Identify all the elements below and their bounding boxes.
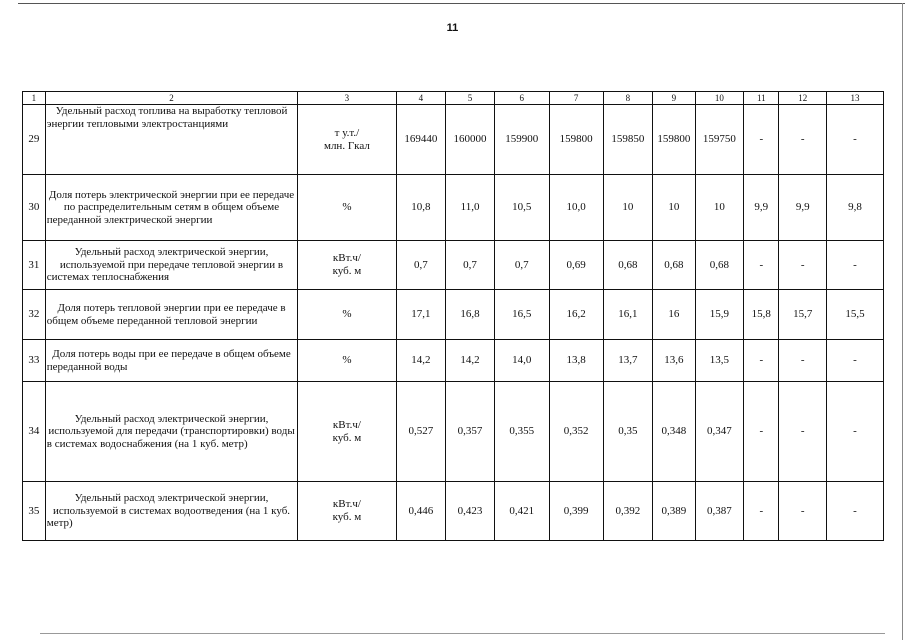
page-right-edge	[902, 3, 903, 640]
unit-line: кВт.ч/	[332, 252, 361, 265]
indicator-description: Удельный расход электрической энергии, используемой для передачи (транспортировки) воды в системах водоснабжения (на 1 куб. метр)	[45, 382, 298, 482]
value-cell: 10	[603, 175, 653, 241]
value-cell: -	[744, 241, 779, 290]
value-cell: 10,5	[494, 175, 549, 241]
unit-line: млн. Гкал	[323, 139, 370, 152]
unit-line: куб. м	[332, 265, 362, 277]
value-cell: 15,9	[695, 290, 744, 340]
value-cell: 9,9	[779, 175, 827, 241]
column-number: 3	[298, 92, 396, 105]
indicators-table	[22, 91, 884, 541]
value-cell: -	[779, 482, 827, 541]
value-cell: 10	[695, 175, 744, 241]
value-cell: 15,7	[779, 290, 827, 340]
value-cell: -	[744, 482, 779, 541]
page-number: 11	[446, 22, 459, 34]
value-cell: 0,35	[603, 382, 653, 482]
value-cell: -	[826, 340, 883, 382]
value-cell: 0,421	[494, 482, 549, 541]
unit-cell	[298, 482, 396, 541]
value-cell: 16	[653, 290, 695, 340]
column-number: 9	[653, 92, 695, 105]
row-number: 35	[23, 482, 46, 541]
column-number: 12	[779, 92, 827, 105]
column-number-row	[23, 92, 884, 105]
unit-cell	[298, 382, 396, 482]
value-cell: 15,5	[826, 290, 883, 340]
value-cell: 169440	[396, 105, 446, 175]
value-cell: 159750	[695, 105, 744, 175]
value-cell: -	[744, 340, 779, 382]
indicator-description: Доля потерь электрической энергии при ее передаче по распределительным сетям в общем объеме переданной электрической энергии	[45, 175, 298, 241]
table-row	[23, 241, 884, 290]
row-number: 30	[23, 175, 46, 241]
value-cell: 0,68	[653, 241, 695, 290]
value-cell: 10,0	[549, 175, 603, 241]
value-cell: 0,352	[549, 382, 603, 482]
unit-line: %	[342, 354, 352, 367]
value-cell: 160000	[446, 105, 495, 175]
value-cell: 0,527	[396, 382, 446, 482]
page-bottom-rule	[40, 633, 885, 634]
value-cell: 14,2	[396, 340, 446, 382]
column-number: 5	[446, 92, 495, 105]
value-cell: 0,347	[695, 382, 744, 482]
table-row	[23, 482, 884, 541]
column-number: 13	[826, 92, 883, 105]
value-cell: 13,5	[695, 340, 744, 382]
indicator-description: Доля потерь воды при ее передаче в общем объеме переданной воды	[45, 340, 298, 382]
row-number: 33	[23, 340, 46, 382]
unit-line: кВт.ч/	[332, 498, 361, 511]
value-cell: 159800	[549, 105, 603, 175]
value-cell: 14,2	[446, 340, 495, 382]
table-row	[23, 290, 884, 340]
column-number: 2	[45, 92, 298, 105]
unit-line: т у.т./	[334, 126, 360, 139]
value-cell: 13,8	[549, 340, 603, 382]
value-cell: 17,1	[396, 290, 446, 340]
value-cell: 0,423	[446, 482, 495, 541]
value-cell: 0,68	[603, 241, 653, 290]
value-cell: 16,8	[446, 290, 495, 340]
value-cell: -	[779, 382, 827, 482]
column-number: 11	[744, 92, 779, 105]
value-cell: -	[779, 105, 827, 175]
unit-line: куб. м	[332, 431, 362, 444]
value-cell: 13,7	[603, 340, 653, 382]
value-cell: -	[744, 105, 779, 175]
row-number: 34	[23, 382, 46, 482]
value-cell: 16,1	[603, 290, 653, 340]
value-cell: -	[826, 105, 883, 175]
column-number: 4	[396, 92, 446, 105]
value-cell: 159900	[494, 105, 549, 175]
value-cell: 0,389	[653, 482, 695, 541]
value-cell: 0,68	[695, 241, 744, 290]
value-cell: 0,446	[396, 482, 446, 541]
value-cell: 14,0	[494, 340, 549, 382]
table-row	[23, 105, 884, 175]
column-number: 8	[603, 92, 653, 105]
value-cell: 159850	[603, 105, 653, 175]
indicator-description: Доля потерь тепловой энергии при ее передаче в общем объеме переданной тепловой энергии	[45, 290, 298, 340]
value-cell: 0,357	[446, 382, 495, 482]
value-cell: 10	[653, 175, 695, 241]
value-cell: 0,69	[549, 241, 603, 290]
table-row	[23, 382, 884, 482]
row-number: 31	[23, 241, 46, 290]
unit-cell	[298, 175, 396, 241]
page-top-edge	[18, 3, 905, 4]
table-row	[23, 340, 884, 382]
value-cell: 11,0	[446, 175, 495, 241]
value-cell: 9,8	[826, 175, 883, 241]
indicator-description: Удельный расход электрической энергии, используемой при передаче тепловой энергии в системах теплоснабжения	[45, 241, 298, 290]
unit-cell	[298, 105, 396, 175]
column-number: 7	[549, 92, 603, 105]
value-cell: 159800	[653, 105, 695, 175]
value-cell: 0,7	[446, 241, 495, 290]
value-cell: 10,8	[396, 175, 446, 241]
column-number: 6	[494, 92, 549, 105]
row-number: 29	[23, 105, 46, 175]
column-number: 1	[23, 92, 46, 105]
indicator-description: Удельный расход электрической энергии, используемой в системах водоотведения (на 1 куб. метр)	[45, 482, 298, 541]
value-cell: -	[779, 340, 827, 382]
value-cell: 0,7	[396, 241, 446, 290]
row-number: 32	[23, 290, 46, 340]
value-cell: 0,392	[603, 482, 653, 541]
value-cell: -	[826, 241, 883, 290]
value-cell: -	[779, 241, 827, 290]
value-cell: 16,5	[494, 290, 549, 340]
table-row	[23, 175, 884, 241]
value-cell: 13,6	[653, 340, 695, 382]
value-cell: 0,355	[494, 382, 549, 482]
value-cell: -	[826, 482, 883, 541]
value-cell: -	[744, 382, 779, 482]
unit-cell	[298, 340, 396, 382]
value-cell: 0,399	[549, 482, 603, 541]
unit-line: кВт.ч/	[332, 418, 361, 431]
column-number: 10	[695, 92, 744, 105]
value-cell: 15,8	[744, 290, 779, 340]
unit-line: %	[342, 201, 352, 214]
indicator-description: Удельный расход топлива на выработку тепловой энергии тепловыми электростанциями	[45, 105, 298, 175]
value-cell: 0,7	[494, 241, 549, 290]
unit-line: куб. м	[332, 511, 362, 523]
value-cell: -	[826, 382, 883, 482]
value-cell: 0,348	[653, 382, 695, 482]
unit-cell	[298, 241, 396, 290]
value-cell: 0,387	[695, 482, 744, 541]
value-cell: 9,9	[744, 175, 779, 241]
unit-line: %	[342, 308, 352, 321]
unit-cell	[298, 290, 396, 340]
value-cell: 16,2	[549, 290, 603, 340]
